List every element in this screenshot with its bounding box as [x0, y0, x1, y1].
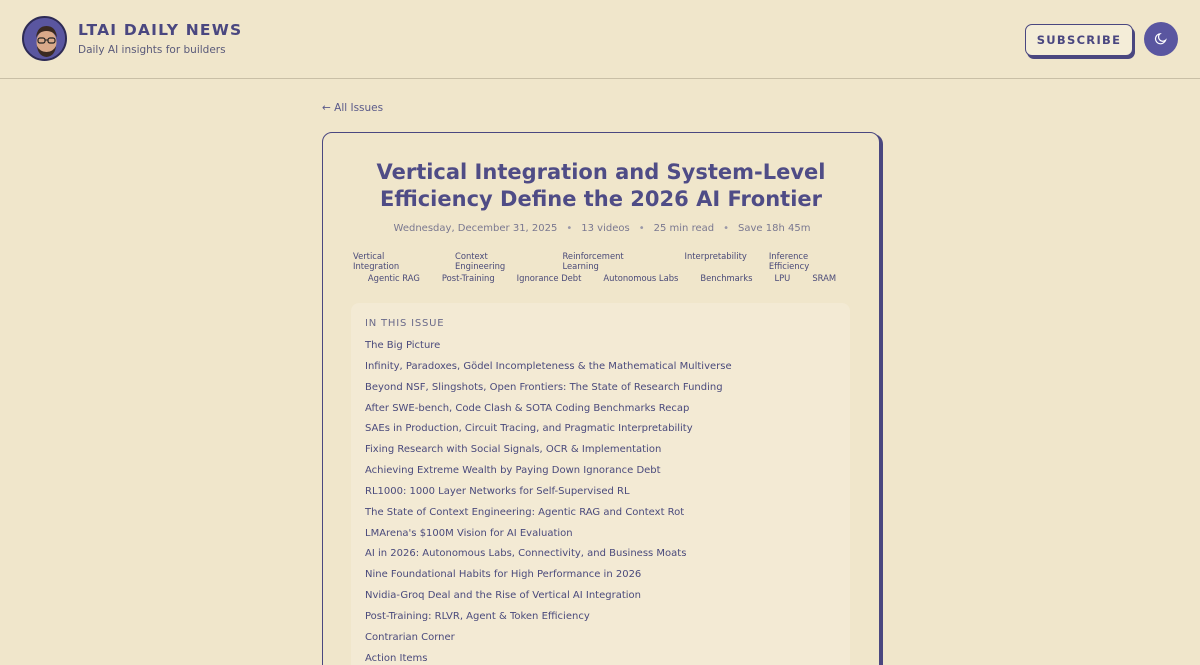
all-issues-link[interactable]: ← All Issues	[322, 102, 384, 114]
tag[interactable]: SRAM	[812, 273, 837, 283]
toc-heading: IN THIS ISSUE	[365, 318, 445, 329]
toc-item[interactable]: Post-Training: RLVR, Agent & Token Efficiency	[365, 610, 590, 622]
toc-item[interactable]: Fixing Research with Social Signals, OCR & Implementation	[365, 444, 662, 456]
tag[interactable]: Ignorance Debt	[516, 273, 582, 283]
read-time: 25 min read	[653, 223, 715, 234]
toc-item[interactable]: The Big Picture	[365, 340, 441, 351]
toc-list	[365, 340, 732, 665]
avatar-face-icon	[24, 18, 67, 61]
site-header	[0, 0, 1200, 79]
tag[interactable]: Vertical Integration	[353, 251, 400, 271]
meta-separator: •	[638, 223, 645, 234]
toc-item[interactable]: Infinity, Paradoxes, Gödel Incompleteness & the Mathematical Multiverse	[365, 360, 732, 372]
toc-item[interactable]: RL1000: 1000 Layer Networks for Self-Supervised RL	[365, 485, 630, 497]
issue-date: Wednesday, December 31, 2025	[393, 223, 558, 234]
toc-item[interactable]: Nvidia-Groq Deal and the Rise of Vertical AI Integration	[365, 590, 641, 602]
meta-separator: •	[723, 223, 729, 234]
moon-icon	[1154, 32, 1168, 46]
brand-subtitle: Daily AI insights for builders	[78, 44, 226, 56]
subscribe-button[interactable]: SUBSCRIBE	[1025, 24, 1133, 56]
toc-item[interactable]: LMArena's $100M Vision for AI Evaluation	[365, 527, 573, 539]
video-count: 13 videos	[581, 223, 630, 234]
tag[interactable]: Inference Efficiency	[768, 251, 810, 271]
avatar[interactable]	[22, 16, 67, 61]
tag[interactable]: Reinforcement Learning	[562, 251, 624, 271]
issue-meta	[323, 223, 881, 234]
tag[interactable]: Benchmarks	[700, 273, 753, 283]
tag-list	[353, 273, 851, 283]
toc-item[interactable]: Achieving Extreme Wealth by Paying Down Ignorance Debt	[365, 465, 661, 477]
tag[interactable]: Interpretability	[684, 251, 747, 261]
toc-item[interactable]: Beyond NSF, Slingshots, Open Frontiers: The State of Research Funding	[365, 381, 723, 393]
toc-item[interactable]: SAEs in Production, Circuit Tracing, and Pragmatic Interpretability	[365, 423, 693, 435]
brand-title[interactable]: LTAI DAILY NEWS	[78, 21, 243, 39]
time-saved: Save 18h 45m	[738, 223, 811, 234]
toc-item[interactable]: Action Items	[365, 652, 428, 664]
toc-item[interactable]: Nine Foundational Habits for High Performance in 2026	[365, 569, 642, 581]
tag[interactable]: LPU	[774, 273, 791, 283]
table-of-contents	[351, 303, 850, 665]
tag[interactable]: Post-Training	[441, 273, 495, 283]
theme-toggle-button[interactable]	[1144, 22, 1178, 56]
meta-separator: •	[566, 223, 573, 234]
toc-item[interactable]: AI in 2026: Autonomous Labs, Connectivity, and Business Moats	[365, 548, 687, 560]
toc-item[interactable]: Contrarian Corner	[365, 631, 455, 643]
tag[interactable]: Agentic RAG	[367, 273, 420, 283]
tag[interactable]: Autonomous Labs	[603, 273, 679, 283]
toc-item[interactable]: After SWE-bench, Code Clash & SOTA Coding Benchmarks Recap	[365, 402, 690, 414]
issue-title: Vertical Integration and System-Level Efficiency Define the 2026 AI Frontier	[376, 160, 826, 211]
toc-item[interactable]: The State of Context Engineering: Agentic RAG and Context Rot	[365, 506, 685, 518]
issue-card	[322, 132, 880, 665]
tag-list	[353, 251, 851, 271]
tag[interactable]: Context Engineering	[454, 251, 506, 271]
